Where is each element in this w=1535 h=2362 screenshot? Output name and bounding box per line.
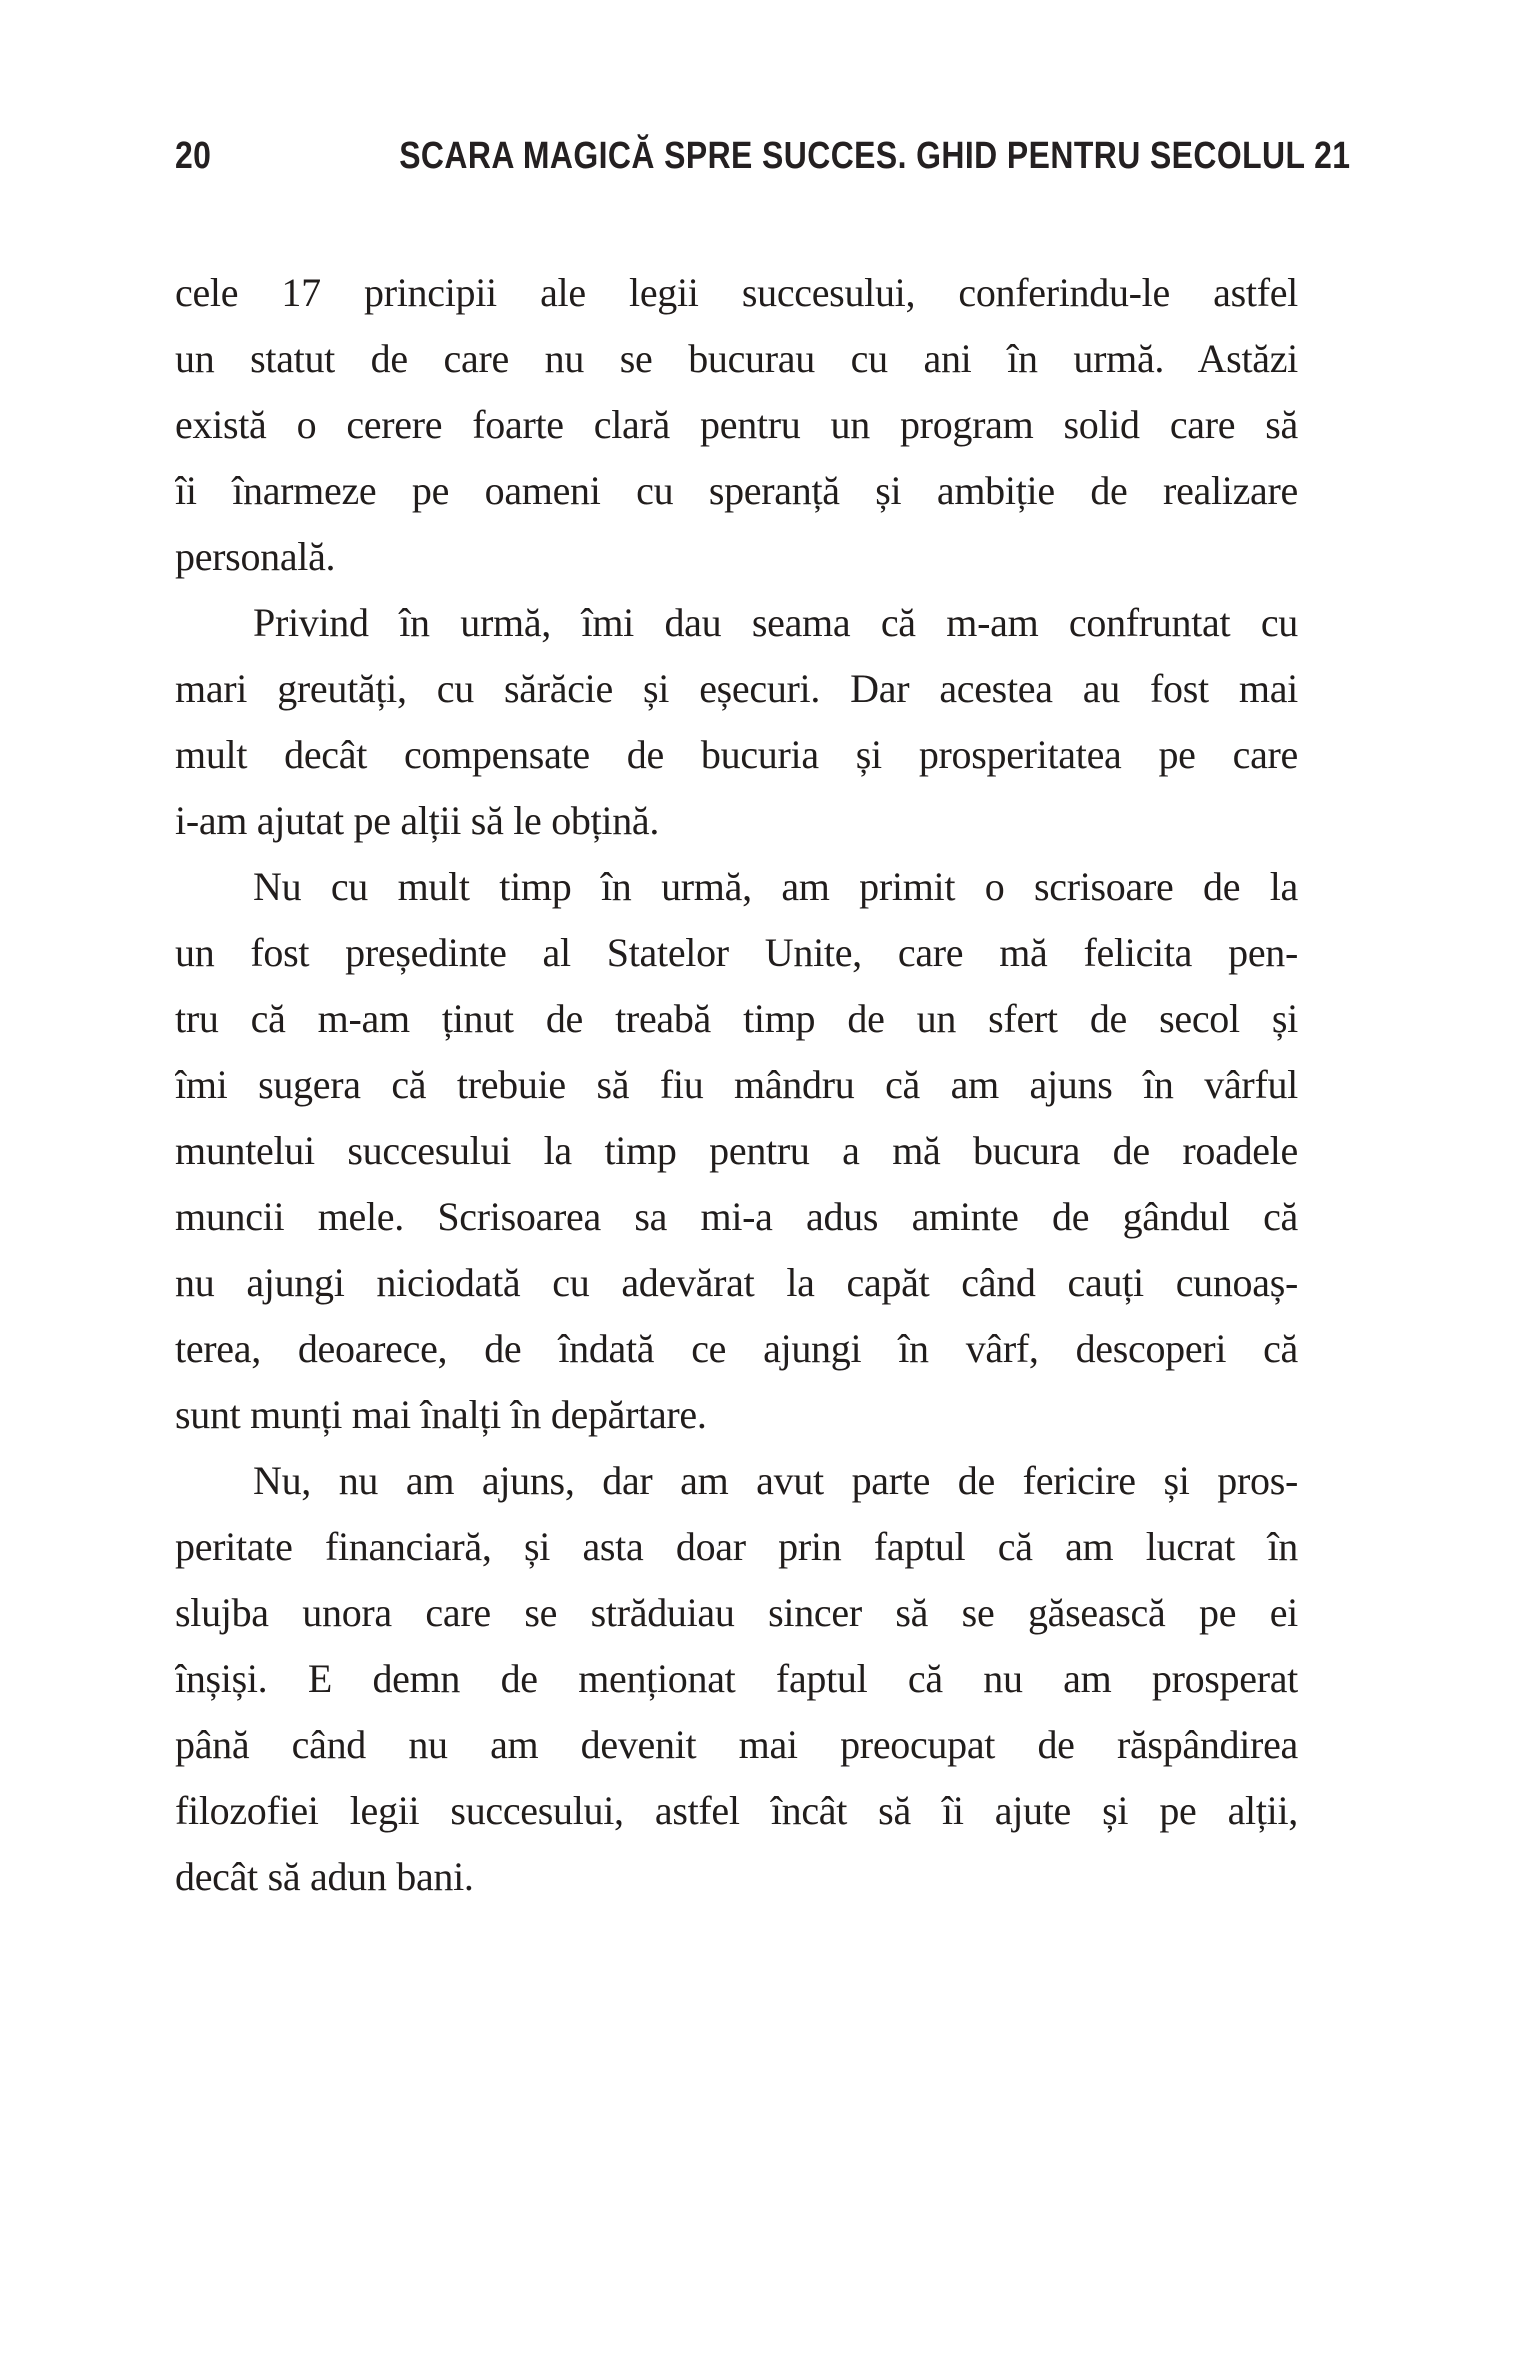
- text-line: îmi sugera că trebuie să fiu mândru că am ajuns în vârful: [175, 1062, 1298, 1107]
- text-line: Privind în urmă, îmi dau seama că m-am confruntat cu: [253, 600, 1298, 645]
- text-line: mult decât compensate de bucuria și prosperitatea pe care: [175, 732, 1298, 777]
- text-line: sunt munți mai înalți în depărtare.: [175, 1392, 707, 1437]
- text-line: terea, deoarece, de îndată ce ajungi în vârf, descoperi că: [175, 1326, 1298, 1371]
- paragraph: [175, 590, 1298, 854]
- text-line: cele 17 principii ale legii succesului, conferindu-le astfel: [175, 270, 1298, 315]
- paragraph: [175, 1448, 1298, 1910]
- text-line: nu ajungi niciodată cu adevărat la capăt când cauți cunoaș-: [175, 1260, 1298, 1305]
- text-line: până când nu am devenit mai preocupat de răspândirea: [175, 1722, 1298, 1767]
- text-line: personală.: [175, 534, 336, 579]
- text-line: slujba unora care se străduiau sincer să se găsească pe ei: [175, 1590, 1298, 1635]
- running-title: SCARA MAGICĂ SPRE SUCCES. GHID PENTRU SECOLUL 21: [399, 135, 1351, 177]
- text-line: filozofiei legii succesului, astfel încât să îi ajute și pe alții,: [175, 1788, 1298, 1833]
- text-line: înșiși. E demn de menționat faptul că nu am prosperat: [175, 1656, 1298, 1701]
- text-line: un fost președinte al Statelor Unite, care mă felicita pen-: [175, 930, 1298, 975]
- body-text: [175, 260, 1298, 1910]
- text-line: muntelui succesului la timp pentru a mă bucura de roadele: [175, 1128, 1298, 1173]
- text-line: i-am ajutat pe alții să le obțină.: [175, 798, 660, 843]
- text-line: îi înarmeze pe oameni cu speranță și ambiție de realizare: [175, 468, 1298, 513]
- text-line: mari greutăți, cu sărăcie și eșecuri. Dar acestea au fost mai: [175, 666, 1298, 711]
- text-line: muncii mele. Scrisoarea sa mi-a adus aminte de gândul că: [175, 1194, 1298, 1239]
- text-line: Nu cu mult timp în urmă, am primit o scrisoare de la: [253, 864, 1298, 909]
- text-line: peritate financiară, și asta doar prin faptul că am lucrat în: [175, 1524, 1298, 1569]
- page-number: 20: [175, 135, 212, 177]
- paragraph: [175, 854, 1298, 1448]
- text-line: Nu, nu am ajuns, dar am avut parte de fericire și pros-: [253, 1458, 1298, 1503]
- page-header: [175, 135, 1351, 177]
- text-line: tru că m-am ținut de treabă timp de un sfert de secol și: [175, 996, 1298, 1041]
- text-line: decât să adun bani.: [175, 1854, 474, 1899]
- text-line: există o cerere foarte clară pentru un program solid care să: [175, 402, 1298, 447]
- text-line: un statut de care nu se bucurau cu ani în urmă. Astăzi: [175, 336, 1298, 381]
- paragraph: [175, 260, 1298, 590]
